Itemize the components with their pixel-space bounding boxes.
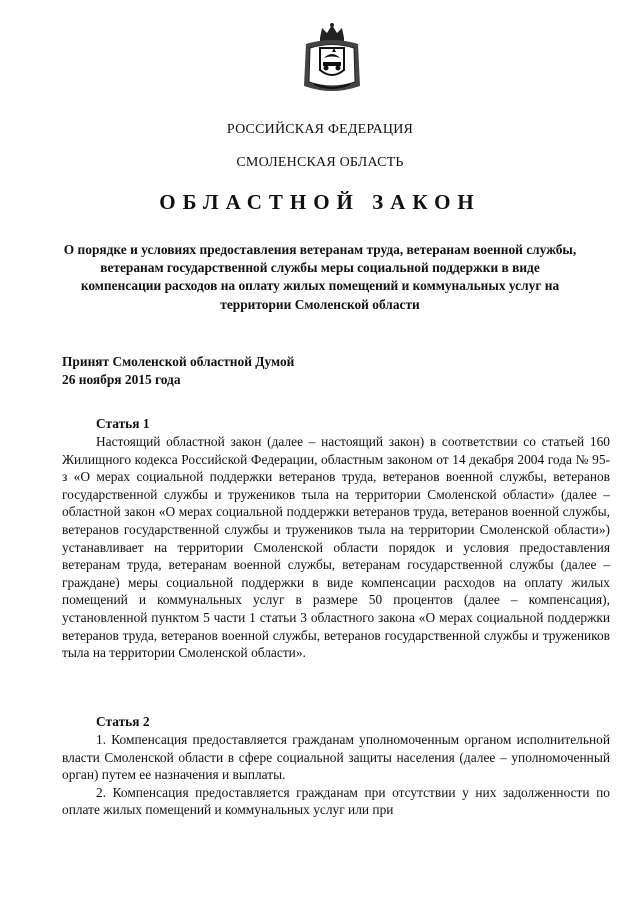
article-2-paragraph-1: 1. Компенсация предоставляется гражданам уполномоченным органом исполнительной власти Смоленской области в сфере социальной защиты населения (далее – уполномоченный орган) путем ее назначения и выплаты.	[62, 732, 610, 783]
article-1-body	[62, 433, 610, 662]
article-1-paragraph-1: Настоящий областной закон (далее – настоящий закон) в соответствии со статьей 160 Жилищного кодекса Российской Федерации, областным законом от 14 декабря 2004 года № 95-з «О мерах социальной поддержки ветеранов труда, ветеранов военной службы, ветеранов государственной службы и тружеников тыла на территории Смоленской области» (далее – областной закон «О мерах социальной поддержки ветеранов труда, ветеранов военной службы, ветеранов государственной службы и тружеников тыла на территории Смоленской области») устанавливает на территории Смоленской области порядок и условия предоставления ветеранам труда, ветеранам военной службы, ветеранам государственной службы (далее – граждане) меры социальной поддержки в виде компенсации расходов на оплату жилых помещений и коммунальных услуг в размере 50 процентов (далее – компенсация), установленной пунктом 5 части 1 статьи 3 областного закона «О мерах социальной поддержки ветеранов труда, ветеранов военной службы, ветеранов государственной службы и тружеников тыла на территории Смоленской области».	[62, 434, 610, 661]
country-heading: РОССИЙСКАЯ ФЕДЕРАЦИЯ	[226, 122, 414, 137]
coat-of-arms-icon	[300, 22, 364, 96]
law-subject-title: О порядке и условиях предоставления ветеранам труда, ветеранам военной службы, ветеранам государственной службы меры социальной поддержки в виде компенсации расходов на оплату жилых помещений и коммунальных услуг на территории Смоленской области	[63, 242, 577, 312]
article-2-heading: Статья 2	[96, 714, 150, 729]
adoption-date: 26 ноября 2015 года	[62, 372, 181, 387]
adoption-body: Принят Смоленской областной Думой	[62, 354, 295, 369]
article-2-paragraph-2: 2. Компенсация предоставляется гражданам при отсутствии у них задолженности по оплате жилых помещений и коммунальных услуг или при	[62, 784, 610, 818]
article-1-heading: Статья 1	[96, 416, 150, 431]
article-2-body	[62, 731, 610, 819]
adoption-info	[62, 353, 294, 389]
region-heading: СМОЛЕНСКАЯ ОБЛАСТЬ	[236, 155, 404, 170]
document-type-title: ОБЛАСТНОЙ ЗАКОН	[159, 190, 481, 214]
